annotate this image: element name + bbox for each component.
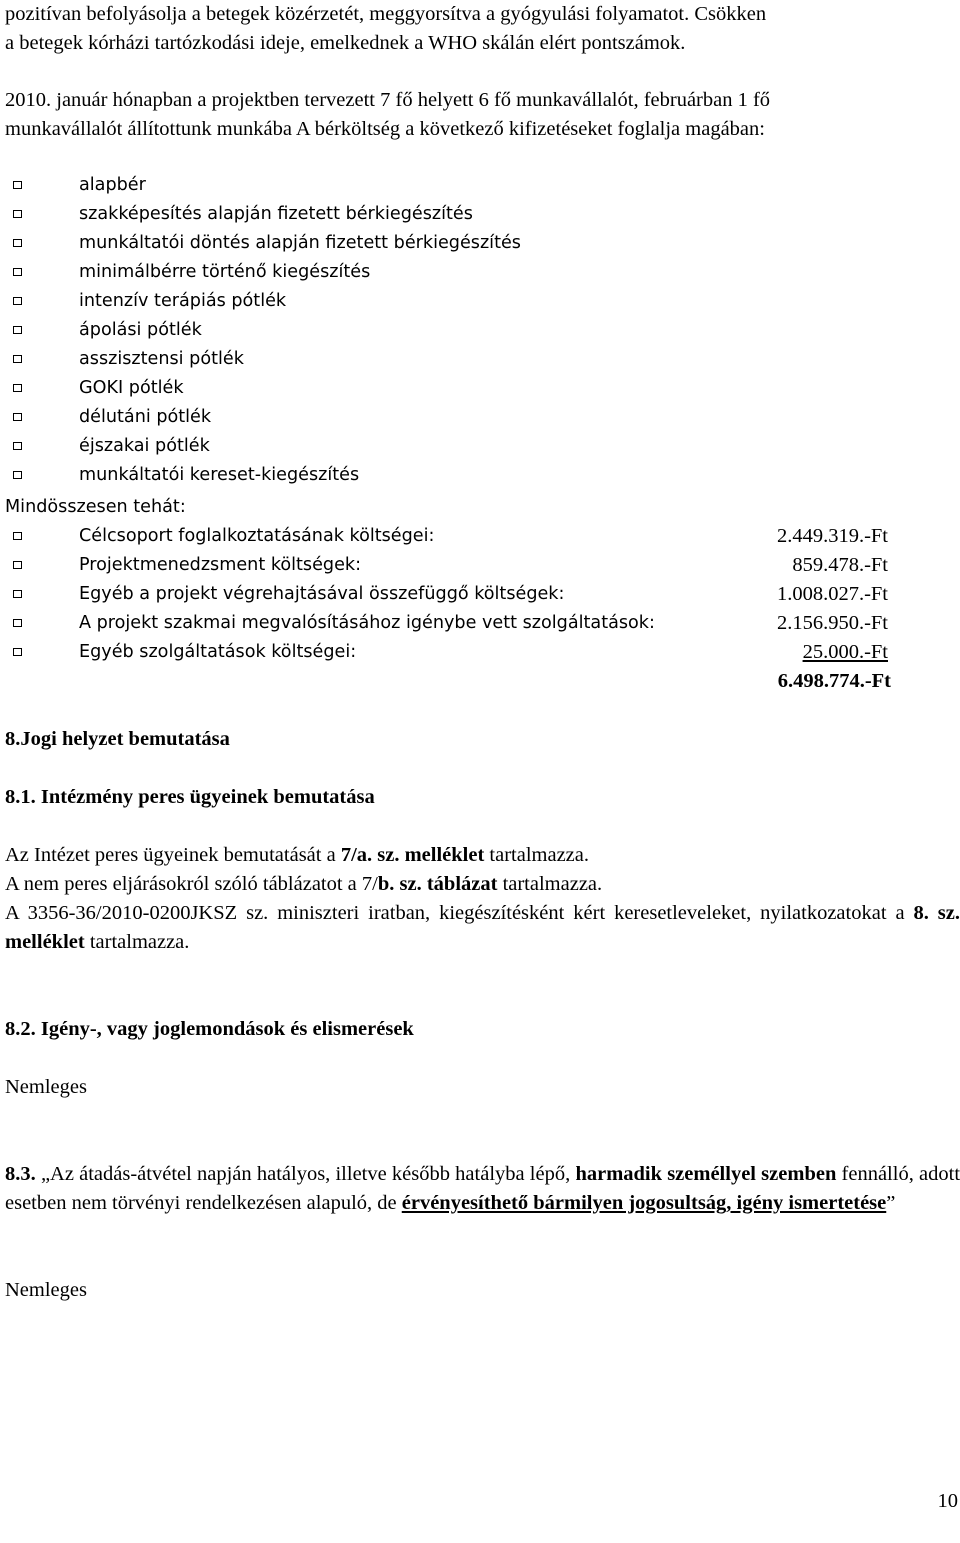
list-item: munkáltatói kereset-kiegészítés	[0, 461, 960, 490]
list-item: asszisztensi pótlék	[0, 345, 960, 374]
list-item: munkáltatói döntés alapján fizetett bérkiegészítés	[0, 229, 960, 258]
square-bullet-icon	[13, 442, 22, 450]
square-bullet-icon	[13, 210, 22, 218]
cost-row	[0, 609, 960, 638]
list-item: szakképesítés alapján fizetett bérkiegészítés	[0, 200, 960, 229]
section-8-2-body: Nemleges	[5, 1076, 87, 1098]
list-item: GOKI pótlék	[0, 374, 960, 403]
square-bullet-icon	[13, 590, 22, 598]
section-8-title: 8.Jogi helyzet bemutatása	[5, 728, 230, 750]
section-8-2-title: 8.2. Igény-, vagy joglemondások és elismerések	[5, 1018, 414, 1040]
cost-label: Egyéb szolgáltatások költségei:	[79, 642, 357, 662]
cost-amount: 25.000.-Ft	[802, 641, 888, 663]
cost-label: Projektmenedzsment költségek:	[79, 555, 362, 575]
cost-row	[0, 551, 960, 580]
section-8-1-paragraph-1: Az Intézet peres ügyeinek bemutatását a 7/a. sz. melléklet tartalmazza.	[5, 844, 589, 866]
cost-row	[0, 522, 960, 551]
intro-paragraph	[5, 0, 960, 58]
page-number: 10	[937, 1490, 958, 1512]
section-8-1-paragraph-3: A 3356-36/2010-0200JKSZ sz. miniszteri iratban, kiegészítésként kért keresetleveleket, nyilatkozatokat a 8. sz. melléklet tartalmazza.	[5, 902, 960, 953]
square-bullet-icon	[13, 413, 22, 421]
section-8-3-heading: 8.3. „Az átadás-átvétel napján hatályos, illetve később hatályba lépő, harmadik személlyel szemben fennálló, adott esetben nem törvényi rendelkezésen alapuló, de érvényesíthető bármilyen jogosultság, igény ismertetése”	[5, 1163, 960, 1214]
square-bullet-icon	[13, 355, 22, 363]
staff-line-2: munkavállalót állítottunk munkába A bérköltség a következő kifizetéseket foglalja magában:	[5, 118, 765, 140]
staff-paragraph	[5, 86, 960, 144]
square-bullet-icon	[13, 619, 22, 627]
square-bullet-icon	[13, 181, 22, 189]
square-bullet-icon	[13, 532, 22, 540]
square-bullet-icon	[13, 326, 22, 334]
square-bullet-icon	[13, 648, 22, 656]
cost-label: Célcsoport foglalkoztatásának költségei:	[79, 526, 435, 546]
list-item: intenzív terápiás pótlék	[0, 287, 960, 316]
cost-row	[0, 638, 960, 667]
cost-row	[0, 580, 960, 609]
square-bullet-icon	[13, 471, 22, 479]
cost-summary-list	[0, 522, 960, 667]
cost-label: A projekt szakmai megvalósításához igénybe vett szolgáltatások:	[79, 613, 655, 633]
list-item: délutáni pótlék	[0, 403, 960, 432]
cost-label: Egyéb a projekt végrehajtásával összefüggő költségek:	[79, 584, 565, 604]
list-item: alapbér	[0, 171, 960, 200]
intro-line-2: a betegek kórházi tartózkodási ideje, emelkednek a WHO skálán elért pontszámok.	[5, 32, 686, 54]
section-8-3-body: Nemleges	[5, 1279, 87, 1301]
staff-line-1: 2010. január hónapban a projektben tervezett 7 fő helyett 6 fő munkavállalót, februárban 1 fő	[5, 89, 771, 111]
cost-total: 6.498.774.-Ft	[777, 670, 891, 692]
intro-line-1: pozitívan befolyásolja a betegek közérzetét, meggyorsítva a gyógyulási folyamatot. Csökken	[5, 3, 767, 25]
list-item: minimálbérre történő kiegészítés	[0, 258, 960, 287]
summary-heading: Mindösszesen tehát:	[5, 497, 186, 517]
square-bullet-icon	[13, 239, 22, 247]
cost-amount: 2.156.950.-Ft	[776, 612, 888, 634]
section-8-1-title: 8.1. Intézmény peres ügyeinek bemutatása	[5, 786, 375, 808]
section-8-1-paragraph-2: A nem peres eljárásokról szóló táblázatot a 7/b. sz. táblázat tartalmazza.	[5, 873, 603, 895]
cost-amount: 859.478.-Ft	[792, 554, 888, 576]
cost-amount: 2.449.319.-Ft	[776, 525, 888, 547]
list-item: éjszakai pótlék	[0, 432, 960, 461]
cost-amount: 1.008.027.-Ft	[776, 583, 888, 605]
wage-items-list	[0, 171, 960, 490]
list-item: ápolási pótlék	[0, 316, 960, 345]
square-bullet-icon	[13, 268, 22, 276]
square-bullet-icon	[13, 297, 22, 305]
square-bullet-icon	[13, 561, 22, 569]
square-bullet-icon	[13, 384, 22, 392]
